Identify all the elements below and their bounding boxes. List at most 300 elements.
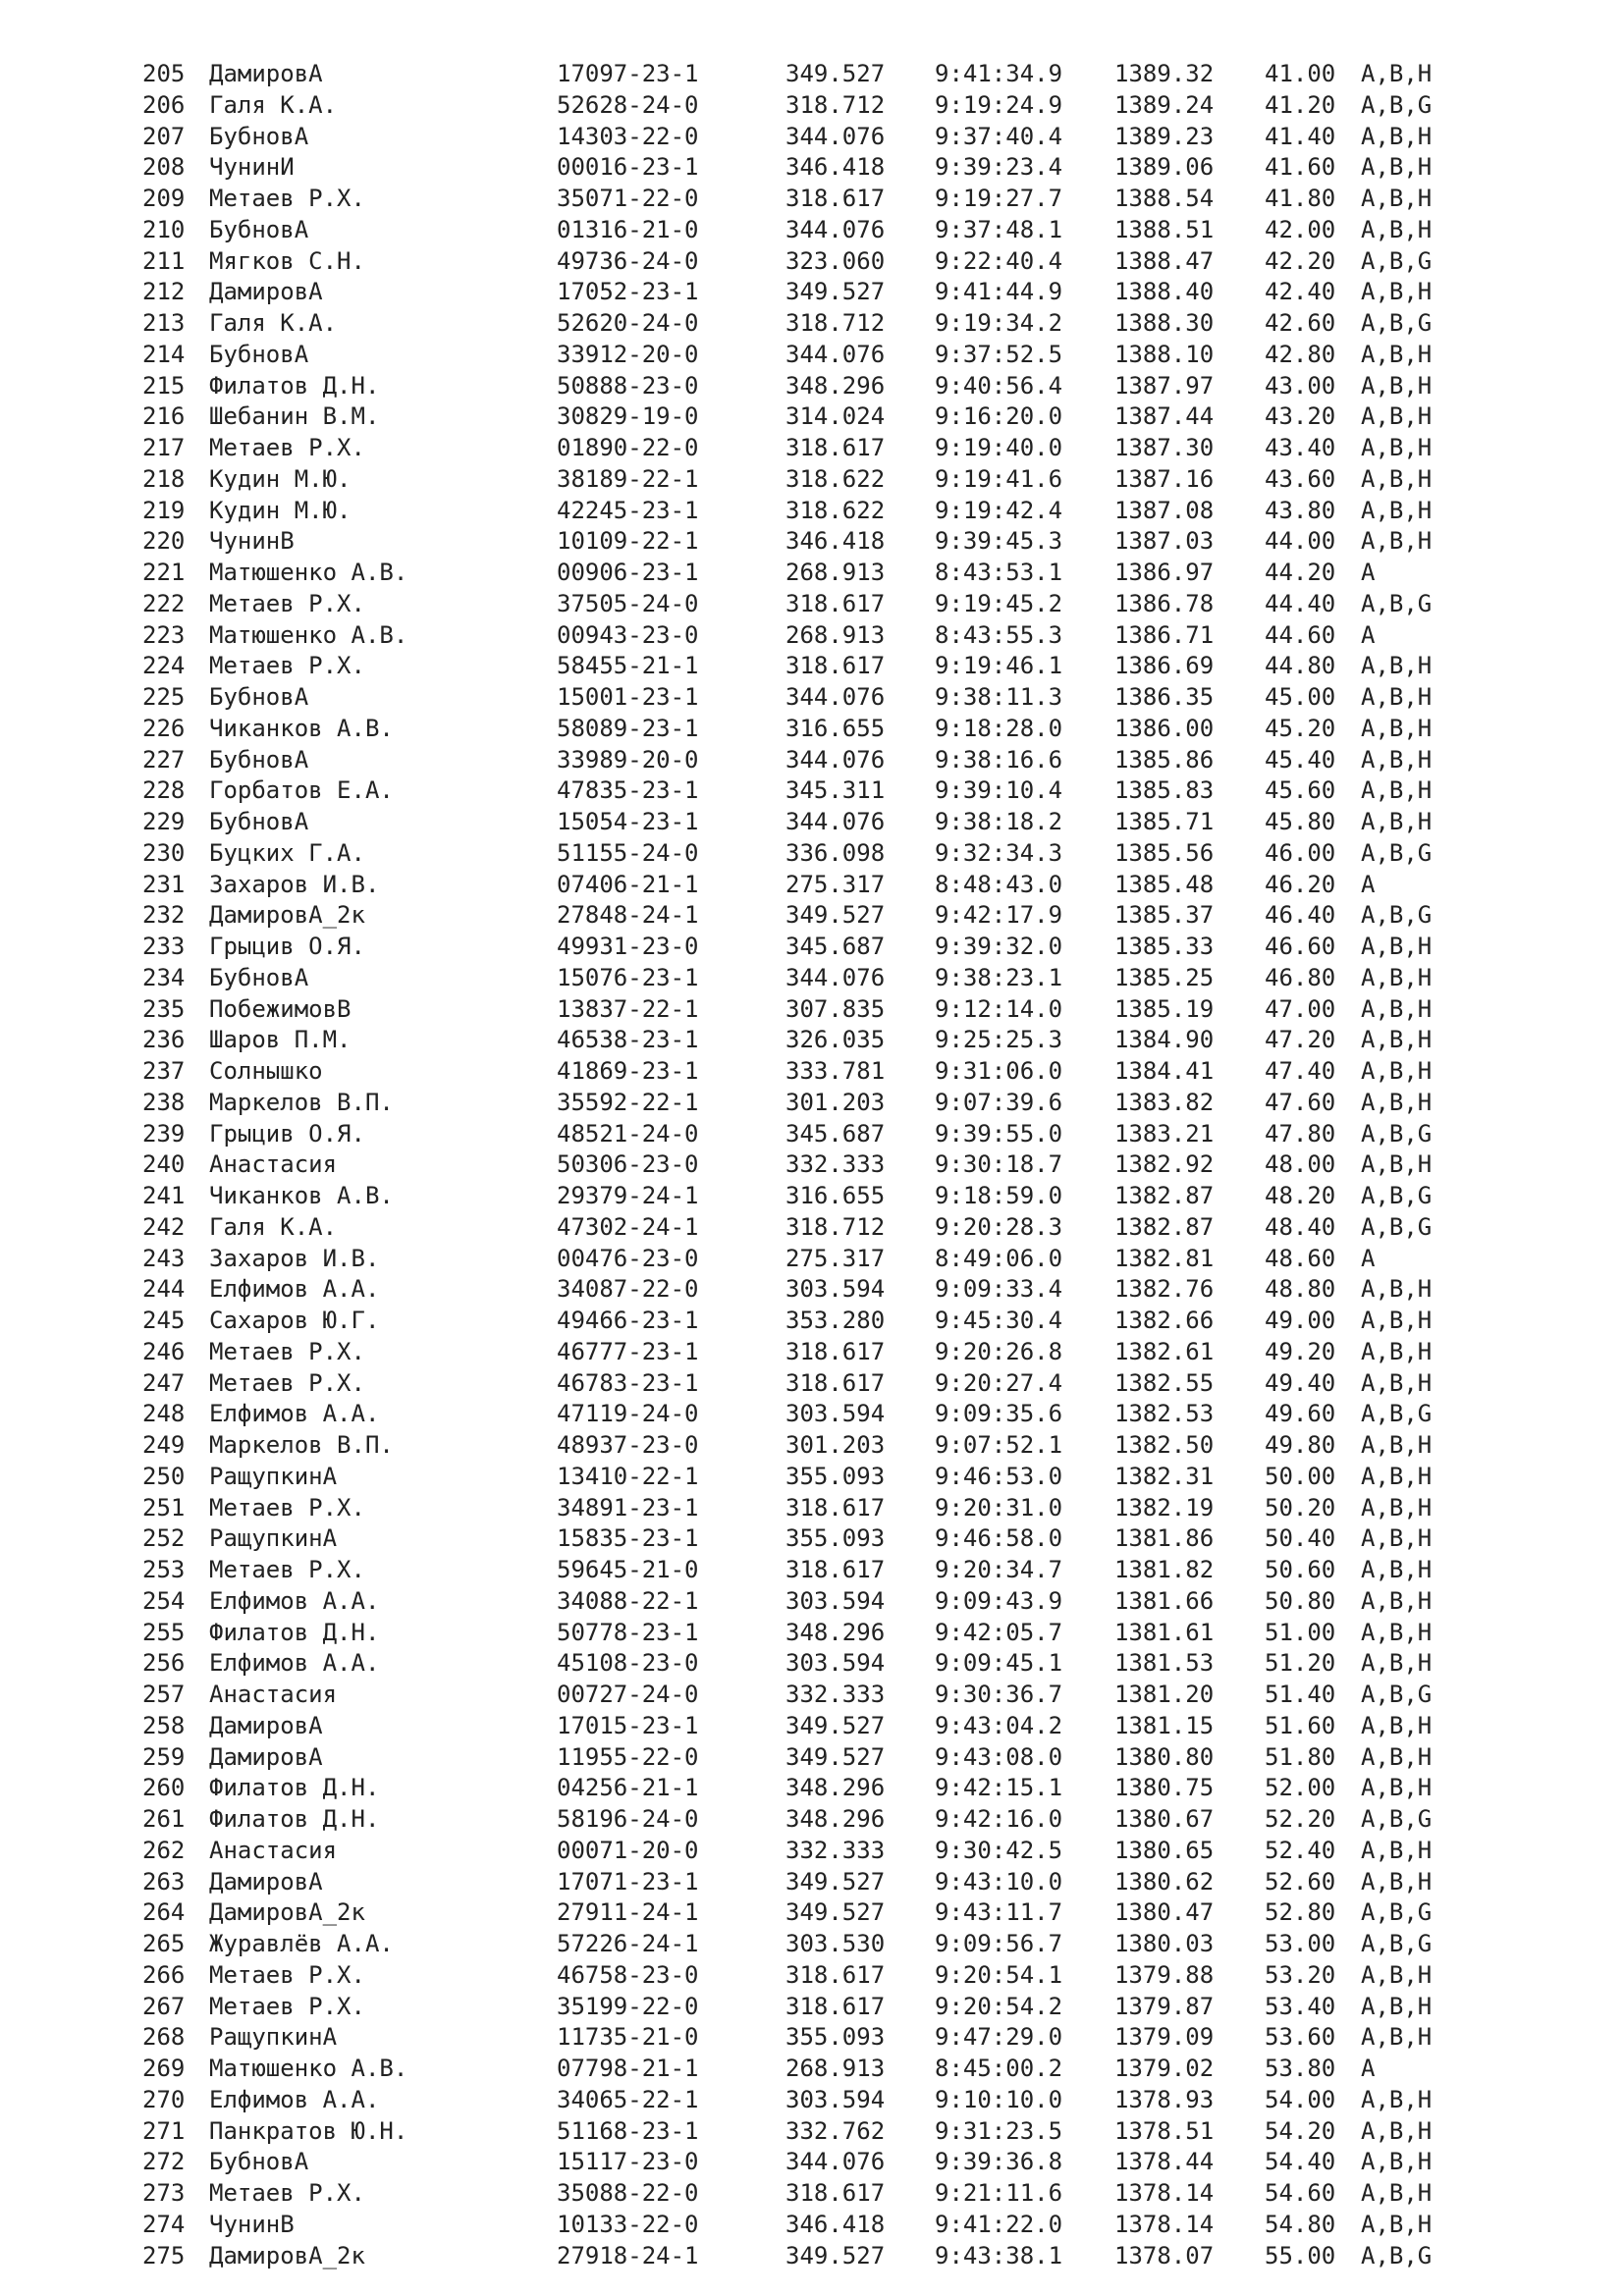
group-cell: A,B,G <box>1361 2241 1433 2269</box>
coefficient-cell: 54.80 <box>1265 2210 1336 2238</box>
ring-cell: 50888-23-0 <box>557 371 699 400</box>
speed-cell: 1381.20 <box>1114 1681 1215 1708</box>
group-cell: A,B,H <box>1361 1618 1433 1646</box>
place-cell: 225 <box>142 683 186 711</box>
place-cell: 244 <box>142 1275 186 1304</box>
speed-cell: 1378.14 <box>1114 2179 1215 2207</box>
coefficient-cell: 51.80 <box>1265 1742 1336 1771</box>
result-row <box>142 1680 1517 1711</box>
ring-cell: 35592-22-1 <box>557 1088 699 1116</box>
time-cell: 9:39:36.8 <box>935 2148 1063 2176</box>
group-cell: A,B,H <box>1361 745 1433 774</box>
coefficient-cell: 41.00 <box>1265 60 1336 87</box>
result-row <box>142 963 1517 994</box>
time-cell: 9:39:55.0 <box>935 1119 1063 1148</box>
speed-cell: 1389.24 <box>1114 90 1215 119</box>
coefficient-cell: 44.00 <box>1265 527 1336 556</box>
name-cell: ЧунинИ <box>209 153 295 182</box>
speed-cell: 1388.47 <box>1114 246 1215 275</box>
time-cell: 9:19:42.4 <box>935 496 1063 524</box>
group-cell: A,B,G <box>1361 1681 1433 1708</box>
result-row <box>142 558 1517 589</box>
name-cell: БубновА <box>209 745 309 774</box>
coefficient-cell: 48.20 <box>1265 1182 1336 1209</box>
distance-cell: 318.622 <box>785 464 886 493</box>
result-row <box>142 2054 1517 2085</box>
name-cell: Метаев Р.Х. <box>209 1960 365 1989</box>
place-cell: 247 <box>142 1368 186 1397</box>
group-cell: A,B,H <box>1361 464 1433 493</box>
coefficient-cell: 48.60 <box>1265 1244 1336 1272</box>
coefficient-cell: 53.80 <box>1265 2055 1336 2082</box>
distance-cell: 345.311 <box>785 776 886 805</box>
distance-cell: 344.076 <box>785 963 886 991</box>
result-row <box>142 1025 1517 1056</box>
result-row <box>142 464 1517 496</box>
distance-cell: 348.296 <box>785 1805 886 1833</box>
coefficient-cell: 42.00 <box>1265 215 1336 243</box>
ring-cell: 48521-24-0 <box>557 1119 699 1148</box>
time-cell: 9:30:18.7 <box>935 1150 1063 1179</box>
ring-cell: 27848-24-1 <box>557 901 699 930</box>
ring-cell: 29379-24-1 <box>557 1182 699 1209</box>
result-row <box>142 900 1517 932</box>
speed-cell: 1379.87 <box>1114 1992 1215 2020</box>
result-row <box>142 1306 1517 1337</box>
group-cell: A,B,H <box>1361 402 1433 431</box>
place-cell: 234 <box>142 963 186 991</box>
name-cell: Метаев Р.Х. <box>209 1992 365 2020</box>
coefficient-cell: 45.20 <box>1265 714 1336 742</box>
name-cell: Метаев Р.Х. <box>209 652 365 680</box>
name-cell: Грыцив О.Я. <box>209 1119 365 1148</box>
place-cell: 274 <box>142 2210 186 2238</box>
coefficient-cell: 52.60 <box>1265 1867 1336 1896</box>
speed-cell: 1386.69 <box>1114 652 1215 680</box>
time-cell: 9:20:26.8 <box>935 1337 1063 1365</box>
result-row <box>142 1555 1517 1586</box>
distance-cell: 318.617 <box>785 1337 886 1365</box>
distance-cell: 318.617 <box>785 185 886 212</box>
name-cell: ДамировА_2к <box>209 1898 365 1927</box>
time-cell: 9:41:22.0 <box>935 2210 1063 2238</box>
time-cell: 9:31:23.5 <box>935 2116 1063 2145</box>
coefficient-cell: 41.80 <box>1265 185 1336 212</box>
name-cell: Солнышко <box>209 1057 323 1085</box>
coefficient-cell: 49.60 <box>1265 1400 1336 1428</box>
place-cell: 219 <box>142 496 186 524</box>
speed-cell: 1388.10 <box>1114 340 1215 368</box>
ring-cell: 50306-23-0 <box>557 1150 699 1179</box>
coefficient-cell: 55.00 <box>1265 2241 1336 2269</box>
coefficient-cell: 51.60 <box>1265 1711 1336 1739</box>
distance-cell: 349.527 <box>785 2241 886 2269</box>
name-cell: Галя К.А. <box>209 90 338 119</box>
result-row <box>142 215 1517 246</box>
result-row <box>142 1399 1517 1430</box>
time-cell: 9:37:52.5 <box>935 340 1063 368</box>
ring-cell: 00906-23-1 <box>557 559 699 586</box>
speed-cell: 1381.53 <box>1114 1649 1215 1678</box>
time-cell: 8:43:53.1 <box>935 559 1063 586</box>
distance-cell: 344.076 <box>785 215 886 243</box>
result-row <box>142 1274 1517 1306</box>
distance-cell: 344.076 <box>785 683 886 711</box>
group-cell: A,B,H <box>1361 1026 1433 1054</box>
result-row <box>142 246 1517 278</box>
time-cell: 9:19:45.2 <box>935 589 1063 617</box>
speed-cell: 1385.25 <box>1114 963 1215 991</box>
ring-cell: 38189-22-1 <box>557 464 699 493</box>
coefficient-cell: 43.20 <box>1265 402 1336 431</box>
result-row <box>142 184 1517 215</box>
speed-cell: 1380.75 <box>1114 1774 1215 1802</box>
speed-cell: 1387.97 <box>1114 371 1215 400</box>
time-cell: 9:09:35.6 <box>935 1400 1063 1428</box>
name-cell: Метаев Р.Х. <box>209 434 365 461</box>
result-row <box>142 401 1517 433</box>
ring-cell: 46758-23-0 <box>557 1960 699 1989</box>
ring-cell: 13837-22-1 <box>557 994 699 1023</box>
distance-cell: 332.762 <box>785 2116 886 2145</box>
name-cell: Маркелов В.П. <box>209 1088 394 1116</box>
time-cell: 9:07:52.1 <box>935 1431 1063 1459</box>
group-cell: A,B,G <box>1361 1805 1433 1833</box>
speed-cell: 1389.32 <box>1114 60 1215 87</box>
distance-cell: 268.913 <box>785 620 886 649</box>
ring-cell: 17052-23-1 <box>557 278 699 306</box>
place-cell: 253 <box>142 1556 186 1583</box>
ring-cell: 49466-23-1 <box>557 1307 699 1334</box>
coefficient-cell: 50.60 <box>1265 1556 1336 1583</box>
speed-cell: 1378.14 <box>1114 2210 1215 2238</box>
place-cell: 210 <box>142 215 186 243</box>
group-cell: A,B,H <box>1361 2148 1433 2176</box>
distance-cell: 318.617 <box>785 1368 886 1397</box>
time-cell: 9:39:10.4 <box>935 776 1063 805</box>
distance-cell: 336.098 <box>785 838 886 867</box>
distance-cell: 318.712 <box>785 90 886 119</box>
group-cell: A,B,H <box>1361 2085 1433 2113</box>
distance-cell: 301.203 <box>785 1431 886 1459</box>
speed-cell: 1378.44 <box>1114 2148 1215 2176</box>
coefficient-cell: 43.40 <box>1265 434 1336 461</box>
name-cell: РащупкинА <box>209 2023 338 2052</box>
name-cell: ДамировА <box>209 60 323 87</box>
name-cell: Кудин М.Ю. <box>209 496 352 524</box>
coefficient-cell: 43.60 <box>1265 464 1336 493</box>
distance-cell: 349.527 <box>785 60 886 87</box>
distance-cell: 275.317 <box>785 1244 886 1272</box>
place-cell: 273 <box>142 2179 186 2207</box>
ring-cell: 10109-22-1 <box>557 527 699 556</box>
speed-cell: 1380.47 <box>1114 1898 1215 1927</box>
coefficient-cell: 49.40 <box>1265 1368 1336 1397</box>
ring-cell: 10133-22-0 <box>557 2210 699 2238</box>
distance-cell: 316.655 <box>785 714 886 742</box>
name-cell: Сахаров Ю.Г. <box>209 1307 380 1334</box>
place-cell: 208 <box>142 153 186 182</box>
name-cell: БубновА <box>209 683 309 711</box>
ring-cell: 01890-22-0 <box>557 434 699 461</box>
group-cell: A,B,H <box>1361 2116 1433 2145</box>
group-cell: A,B,H <box>1361 1867 1433 1896</box>
name-cell: БубновА <box>209 215 309 243</box>
coefficient-cell: 46.20 <box>1265 870 1336 898</box>
group-cell: A,B,G <box>1361 589 1433 617</box>
coefficient-cell: 53.60 <box>1265 2023 1336 2052</box>
place-cell: 223 <box>142 620 186 649</box>
result-row <box>142 620 1517 652</box>
ring-cell: 15117-23-0 <box>557 2148 699 2176</box>
result-row <box>142 1648 1517 1680</box>
coefficient-cell: 53.00 <box>1265 1930 1336 1957</box>
place-cell: 235 <box>142 994 186 1023</box>
group-cell: A <box>1361 2055 1376 2082</box>
distance-cell: 349.527 <box>785 1711 886 1739</box>
ring-cell: 17097-23-1 <box>557 60 699 87</box>
result-row <box>142 651 1517 682</box>
place-cell: 271 <box>142 2116 186 2145</box>
result-row <box>142 1773 1517 1804</box>
ring-cell: 27911-24-1 <box>557 1898 699 1927</box>
time-cell: 9:21:11.6 <box>935 2179 1063 2207</box>
name-cell: Метаев Р.Х. <box>209 1337 365 1365</box>
group-cell: A,B,H <box>1361 1960 1433 1989</box>
place-cell: 252 <box>142 1524 186 1553</box>
place-cell: 209 <box>142 185 186 212</box>
name-cell: ДамировА_2к <box>209 901 365 930</box>
result-row <box>142 1960 1517 1992</box>
ring-cell: 47835-23-1 <box>557 776 699 805</box>
speed-cell: 1378.93 <box>1114 2085 1215 2113</box>
name-cell: ЧунинВ <box>209 2210 295 2238</box>
time-cell: 9:18:28.0 <box>935 714 1063 742</box>
result-row <box>142 1523 1517 1555</box>
time-cell: 9:40:56.4 <box>935 371 1063 400</box>
coefficient-cell: 42.40 <box>1265 278 1336 306</box>
speed-cell: 1386.35 <box>1114 683 1215 711</box>
ring-cell: 50778-23-1 <box>557 1618 699 1646</box>
place-cell: 255 <box>142 1618 186 1646</box>
distance-cell: 318.712 <box>785 1212 886 1241</box>
name-cell: Галя К.А. <box>209 309 338 337</box>
result-row <box>142 277 1517 308</box>
speed-cell: 1387.03 <box>1114 527 1215 556</box>
distance-cell: 344.076 <box>785 745 886 774</box>
speed-cell: 1385.37 <box>1114 901 1215 930</box>
group-cell: A,B,H <box>1361 1524 1433 1553</box>
speed-cell: 1384.90 <box>1114 1026 1215 1054</box>
group-cell: A,B,H <box>1361 340 1433 368</box>
speed-cell: 1382.61 <box>1114 1337 1215 1365</box>
speed-cell: 1382.19 <box>1114 1493 1215 1522</box>
speed-cell: 1386.97 <box>1114 559 1215 586</box>
place-cell: 227 <box>142 745 186 774</box>
place-cell: 224 <box>142 652 186 680</box>
ring-cell: 13410-22-1 <box>557 1462 699 1490</box>
speed-cell: 1382.87 <box>1114 1182 1215 1209</box>
place-cell: 214 <box>142 340 186 368</box>
result-row <box>142 1149 1517 1181</box>
place-cell: 254 <box>142 1586 186 1615</box>
ring-cell: 34891-23-1 <box>557 1493 699 1522</box>
ring-cell: 07798-21-1 <box>557 2055 699 2082</box>
result-row <box>142 1088 1517 1119</box>
coefficient-cell: 54.60 <box>1265 2179 1336 2207</box>
ring-cell: 35071-22-0 <box>557 185 699 212</box>
result-row <box>142 807 1517 838</box>
time-cell: 9:20:34.7 <box>935 1556 1063 1583</box>
coefficient-cell: 44.80 <box>1265 652 1336 680</box>
coefficient-cell: 51.40 <box>1265 1681 1336 1708</box>
group-cell: A,B,H <box>1361 1742 1433 1771</box>
name-cell: Матюшенко А.В. <box>209 2055 408 2082</box>
distance-cell: 344.076 <box>785 808 886 835</box>
group-cell: A,B,H <box>1361 714 1433 742</box>
result-row <box>142 870 1517 901</box>
group-cell: A,B,H <box>1361 933 1433 960</box>
group-cell: A,B,H <box>1361 1992 1433 2020</box>
result-row <box>142 589 1517 620</box>
place-cell: 231 <box>142 870 186 898</box>
ring-cell: 42245-23-1 <box>557 496 699 524</box>
time-cell: 9:42:15.1 <box>935 1774 1063 1802</box>
speed-cell: 1388.40 <box>1114 278 1215 306</box>
distance-cell: 318.617 <box>785 2179 886 2207</box>
result-row <box>142 1462 1517 1493</box>
coefficient-cell: 54.00 <box>1265 2085 1336 2113</box>
time-cell: 9:10:10.0 <box>935 2085 1063 2113</box>
coefficient-cell: 54.40 <box>1265 2148 1336 2176</box>
time-cell: 9:12:14.0 <box>935 994 1063 1023</box>
speed-cell: 1382.50 <box>1114 1431 1215 1459</box>
place-cell: 268 <box>142 2023 186 2052</box>
ring-cell: 52620-24-0 <box>557 309 699 337</box>
coefficient-cell: 44.60 <box>1265 620 1336 649</box>
distance-cell: 318.712 <box>785 309 886 337</box>
speed-cell: 1385.71 <box>1114 808 1215 835</box>
place-cell: 228 <box>142 776 186 805</box>
group-cell: A <box>1361 620 1376 649</box>
time-cell: 9:39:23.4 <box>935 153 1063 182</box>
distance-cell: 332.333 <box>785 1150 886 1179</box>
speed-cell: 1381.15 <box>1114 1711 1215 1739</box>
ring-cell: 51155-24-0 <box>557 838 699 867</box>
coefficient-cell: 53.20 <box>1265 1960 1336 1989</box>
group-cell: A,B,H <box>1361 652 1433 680</box>
distance-cell: 355.093 <box>785 2023 886 2052</box>
group-cell: A,B,G <box>1361 90 1433 119</box>
distance-cell: 303.594 <box>785 1649 886 1678</box>
name-cell: Кудин М.Ю. <box>209 464 352 493</box>
distance-cell: 344.076 <box>785 340 886 368</box>
speed-cell: 1382.31 <box>1114 1462 1215 1490</box>
name-cell: Метаев Р.Х. <box>209 185 365 212</box>
ring-cell: 58455-21-1 <box>557 652 699 680</box>
group-cell: A,B,H <box>1361 2210 1433 2238</box>
distance-cell: 318.617 <box>785 1960 886 1989</box>
coefficient-cell: 52.80 <box>1265 1898 1336 1927</box>
coefficient-cell: 49.80 <box>1265 1431 1336 1459</box>
name-cell: ДамировА <box>209 1867 323 1896</box>
group-cell: A,B,H <box>1361 1431 1433 1459</box>
coefficient-cell: 49.20 <box>1265 1337 1336 1365</box>
group-cell: A <box>1361 1244 1376 1272</box>
distance-cell: 326.035 <box>785 1026 886 1054</box>
place-cell: 261 <box>142 1805 186 1833</box>
result-row <box>142 2022 1517 2054</box>
distance-cell: 348.296 <box>785 1774 886 1802</box>
group-cell: A <box>1361 870 1376 898</box>
coefficient-cell: 43.80 <box>1265 496 1336 524</box>
time-cell: 9:46:53.0 <box>935 1462 1063 1490</box>
name-cell: Захаров И.В. <box>209 1244 380 1272</box>
distance-cell: 268.913 <box>785 2055 886 2082</box>
place-cell: 217 <box>142 434 186 461</box>
speed-cell: 1386.78 <box>1114 589 1215 617</box>
name-cell: БубновА <box>209 122 309 150</box>
time-cell: 9:45:30.4 <box>935 1307 1063 1334</box>
time-cell: 9:19:34.2 <box>935 309 1063 337</box>
place-cell: 222 <box>142 589 186 617</box>
distance-cell: 348.296 <box>785 1618 886 1646</box>
ring-cell: 11735-21-0 <box>557 2023 699 2052</box>
ring-cell: 00943-23-0 <box>557 620 699 649</box>
place-cell: 256 <box>142 1649 186 1678</box>
coefficient-cell: 41.60 <box>1265 153 1336 182</box>
place-cell: 207 <box>142 122 186 150</box>
coefficient-cell: 53.40 <box>1265 1992 1336 2020</box>
speed-cell: 1385.19 <box>1114 994 1215 1023</box>
coefficient-cell: 42.20 <box>1265 246 1336 275</box>
place-cell: 275 <box>142 2241 186 2269</box>
coefficient-cell: 41.20 <box>1265 90 1336 119</box>
coefficient-cell: 48.80 <box>1265 1275 1336 1304</box>
ring-cell: 00071-20-0 <box>557 1836 699 1864</box>
speed-cell: 1382.81 <box>1114 1244 1215 1272</box>
name-cell: Метаев Р.Х. <box>209 1368 365 1397</box>
coefficient-cell: 47.40 <box>1265 1057 1336 1085</box>
coefficient-cell: 50.20 <box>1265 1493 1336 1522</box>
group-cell: A,B,H <box>1361 994 1433 1023</box>
time-cell: 9:42:17.9 <box>935 901 1063 930</box>
place-cell: 205 <box>142 60 186 87</box>
speed-cell: 1380.67 <box>1114 1805 1215 1833</box>
group-cell: A,B,H <box>1361 1493 1433 1522</box>
coefficient-cell: 47.60 <box>1265 1088 1336 1116</box>
name-cell: РащупкинА <box>209 1524 338 1553</box>
distance-cell: 349.527 <box>785 278 886 306</box>
group-cell: A,B,H <box>1361 434 1433 461</box>
group-cell: A,B,H <box>1361 1774 1433 1802</box>
time-cell: 9:09:45.1 <box>935 1649 1063 1678</box>
result-row <box>142 2147 1517 2178</box>
coefficient-cell: 44.20 <box>1265 559 1336 586</box>
name-cell: Метаев Р.Х. <box>209 589 365 617</box>
distance-cell: 333.781 <box>785 1057 886 1085</box>
group-cell: A,B,G <box>1361 1400 1433 1428</box>
place-cell: 242 <box>142 1212 186 1241</box>
group-cell: A,B,H <box>1361 185 1433 212</box>
name-cell: Галя К.А. <box>209 1212 338 1241</box>
ring-cell: 15835-23-1 <box>557 1524 699 1553</box>
distance-cell: 346.418 <box>785 2210 886 2238</box>
ring-cell: 17015-23-1 <box>557 1711 699 1739</box>
result-row <box>142 994 1517 1026</box>
name-cell: Шебанин В.М. <box>209 402 380 431</box>
name-cell: ЧунинВ <box>209 527 295 556</box>
